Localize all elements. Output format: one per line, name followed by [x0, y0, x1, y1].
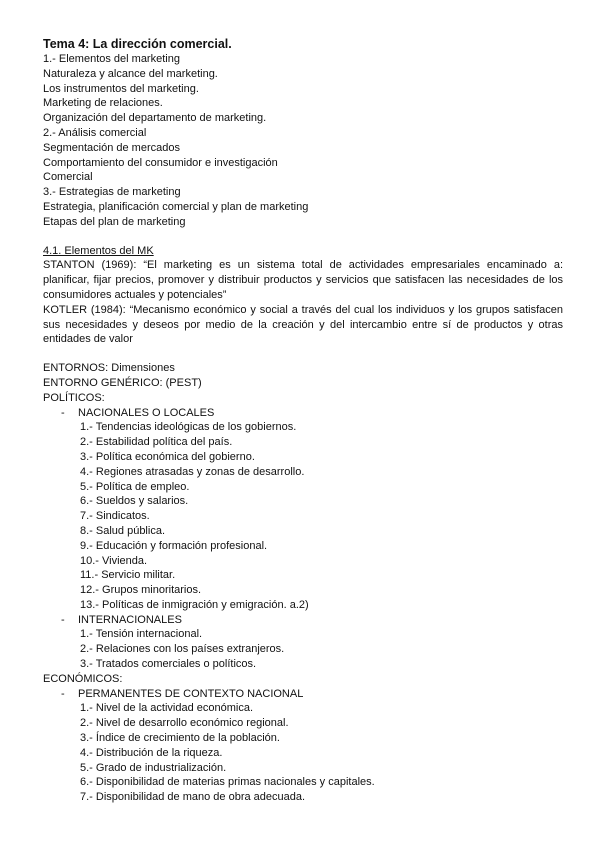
list-item: 7.- Disponibilidad de mano de obra adecuada. [80, 791, 306, 804]
politicos-label: POLÍTICOS: [43, 391, 105, 404]
document-body [43, 36, 563, 805]
list-item: 2.- Nivel de desarrollo económico regional. [80, 717, 289, 730]
list-item: 1.- Tensión internacional. [80, 628, 203, 641]
outline-item: Comercial [43, 171, 93, 184]
outline-item: Organización del departamento de marketing. [43, 112, 267, 125]
list-item: 8.- Salud pública. [80, 524, 165, 537]
list-item: 3.- Política económica del gobierno. [80, 450, 255, 463]
permanentes-heading [43, 687, 563, 702]
internacionales-label: INTERNACIONALES [78, 613, 182, 626]
internacionales-heading [43, 613, 563, 628]
internacionales-list [43, 627, 563, 671]
outline-item: Estrategia, planificación comercial y plan de marketing [43, 200, 309, 213]
nacionales-label: NACIONALES O LOCALES [78, 406, 215, 419]
outline-item: Los instrumentos del marketing. [43, 82, 199, 95]
definition-kotler: KOTLER (1984): “Mecanismo económico y social a través del cual los individuos y los grupos satisfacen sus necesidades y deseos por medio de la creación y del intercambio entre sí de productos y otras entidades de valor [43, 303, 563, 346]
list-item: 10.- Vivienda. [80, 554, 148, 567]
nacionales-list [43, 420, 563, 612]
list-item: 4.- Regiones atrasadas y zonas de desarrollo. [80, 465, 305, 478]
section-heading: 4.1. Elementos del MK [43, 244, 154, 257]
list-item: 6.- Disponibilidad de materias primas nacionales y capitales. [80, 776, 375, 789]
economicos-label: ECONÓMICOS: [43, 672, 123, 685]
list-item: 7.- Sindicatos. [80, 510, 150, 523]
bullet-dash: - [61, 687, 65, 700]
outline-item: 1.- Elementos del marketing [43, 53, 180, 65]
entorno-generico-label: ENTORNO GENÉRICO: (PEST) [43, 376, 202, 389]
entornos-label: ENTORNOS: Dimensiones [43, 362, 175, 375]
list-item: 2.- Relaciones con los países extranjeros. [80, 643, 285, 656]
list-item: 3.- Tratados comerciales o políticos. [80, 658, 257, 671]
permanentes-list [43, 701, 563, 805]
list-item: 13.- Políticas de inmigración y emigración. a.2) [80, 598, 309, 611]
list-item: 6.- Sueldos y salarios. [80, 495, 189, 508]
outline-item: 2.- Análisis comercial [43, 126, 147, 139]
list-item: 3.- Índice de crecimiento de la población. [80, 732, 280, 745]
list-item: 5.- Política de empleo. [80, 480, 190, 493]
outline-item: 3.- Estrategias de marketing [43, 186, 181, 199]
list-item: 11.- Servicio militar. [80, 569, 176, 582]
outline-item: Marketing de relaciones. [43, 97, 163, 110]
nacionales-heading [43, 406, 563, 421]
bullet-dash: - [61, 613, 65, 626]
document-title: Tema 4: La dirección comercial. [43, 37, 232, 51]
permanentes-label: PERMANENTES DE CONTEXTO NACIONAL [78, 687, 304, 700]
outline-item: Comportamiento del consumidor e investigación [43, 156, 278, 169]
list-item: 5.- Grado de industrialización. [80, 761, 227, 774]
outline-list [43, 52, 563, 230]
bullet-dash: - [61, 406, 65, 419]
list-item: 1.- Tendencias ideológicas de los gobiernos. [80, 421, 297, 434]
outline-item: Etapas del plan de marketing [43, 215, 186, 228]
list-item: 4.- Distribución de la riqueza. [80, 746, 223, 759]
list-item: 1.- Nivel de la actividad económica. [80, 702, 254, 715]
outline-item: Segmentación de mercados [43, 141, 180, 154]
list-item: 9.- Educación y formación profesional. [80, 539, 268, 552]
list-item: 12.- Grupos minoritarios. [80, 584, 202, 597]
outline-item: Naturaleza y alcance del marketing. [43, 67, 218, 80]
definition-stanton: STANTON (1969): “El marketing es un sistema total de actividades empresariales encaminado a: planificar, fijar precios, promover y distribuir productos y servicios que satisfacen las necesidades de los consumidores actuales y potenciales” [43, 259, 563, 301]
list-item: 2.- Estabilidad política del país. [80, 436, 233, 449]
